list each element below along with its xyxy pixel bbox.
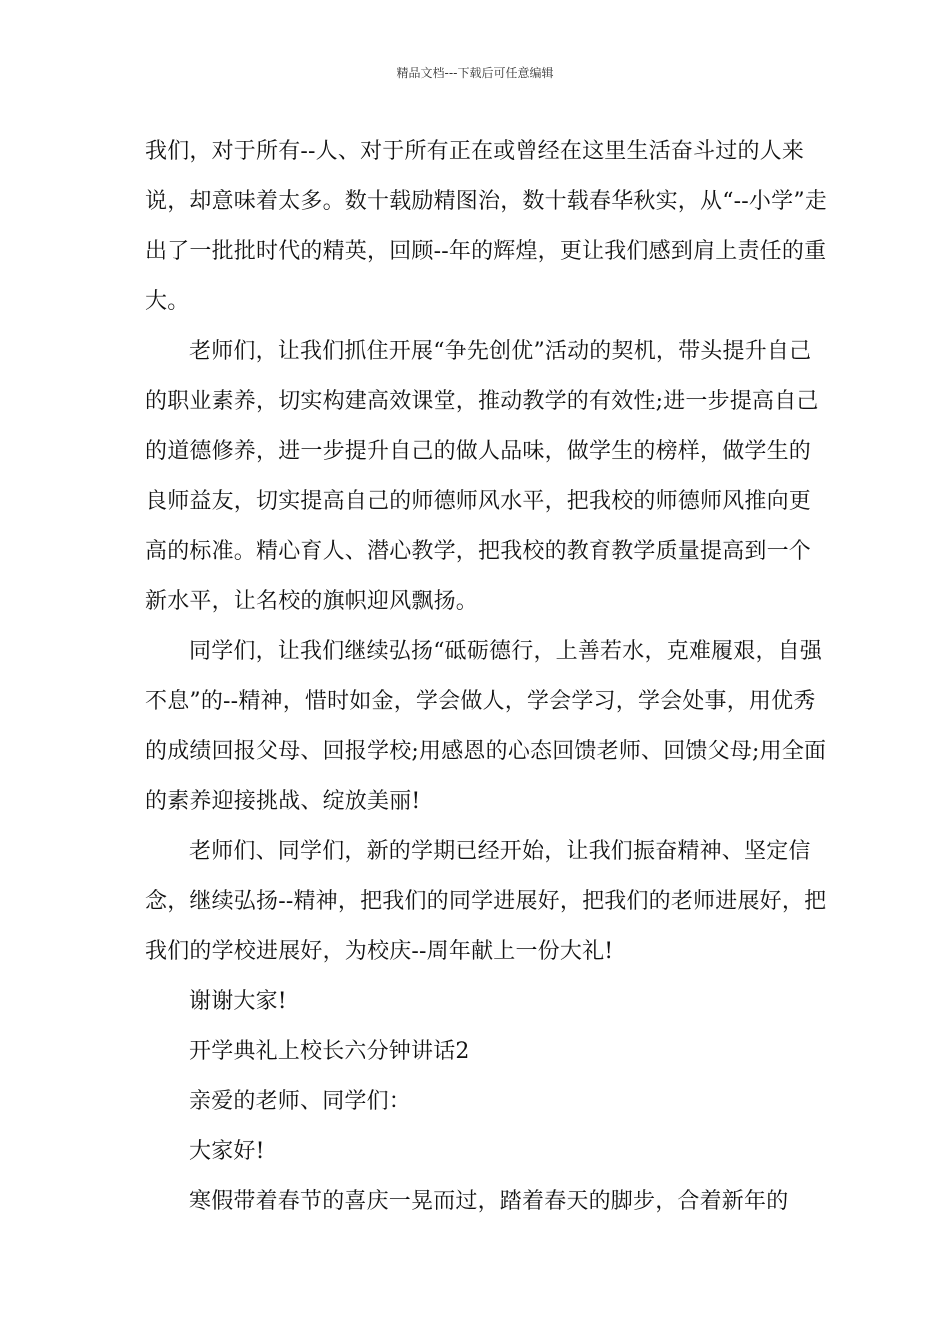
paragraph-winter-break: 寒假带着春节的喜庆一晃而过，踏着春天的脚步，合着新年的 bbox=[189, 1189, 789, 1214]
paragraph-students: 同学们，让我们继续弘扬“砥砺德行，上善若水，克难履艰，自强不息”的--精神，惜时如金，学会做人，学会学习，学会处事，用优秀的成绩回报父母、回报学校;用感恩的心态回馈老师、回馈父母;用全面的素养迎接挑战、绽放美丽! bbox=[145, 639, 827, 814]
page-header: 精品文档---下载后可任意编辑 bbox=[396, 66, 554, 80]
paragraph-teachers: 老师们，让我们抓住开展“争先创优”活动的契机，带头提升自己的职业素养，切实构建高效课堂，推动教学的有效性;进一步提高自己的道德修养，进一步提升自己的做人品味，做学生的榜样，做学生的良师益友，切实提高自己的师德师风水平，把我校的师德师风推向更高的标准。精心育人、潜心教学，把我校的教育教学质量提高到一个新水平，让名校的旗帜迎风飘扬。 bbox=[145, 339, 819, 614]
paragraph-greeting: 亲爱的老师、同学们： bbox=[189, 1089, 412, 1114]
section-title: 开学典礼上校长六分钟讲话2 bbox=[189, 1039, 470, 1064]
paragraph-new-semester: 老师们、同学们，新的学期已经开始，让我们振奋精神、坚定信念，继续弘扬--精神，把我们的同学进展好，把我们的老师进展好，把我们的学校进展好，为校庆--周年献上一份大礼! bbox=[145, 839, 827, 964]
document-body bbox=[145, 127, 830, 1227]
paragraph-hello: 大家好! bbox=[189, 1139, 265, 1164]
paragraph-thanks: 谢谢大家! bbox=[189, 989, 287, 1014]
paragraph-continued: 我们，对于所有--人、对于所有正在或曾经在这里生活奋斗过的人来说，却意味着太多。数十载励精图治，数十载春华秋实，从“--小学”走出了一批批时代的精英，回顾--年的辉煌，更让我们感到肩上责任的重大。 bbox=[145, 139, 827, 314]
